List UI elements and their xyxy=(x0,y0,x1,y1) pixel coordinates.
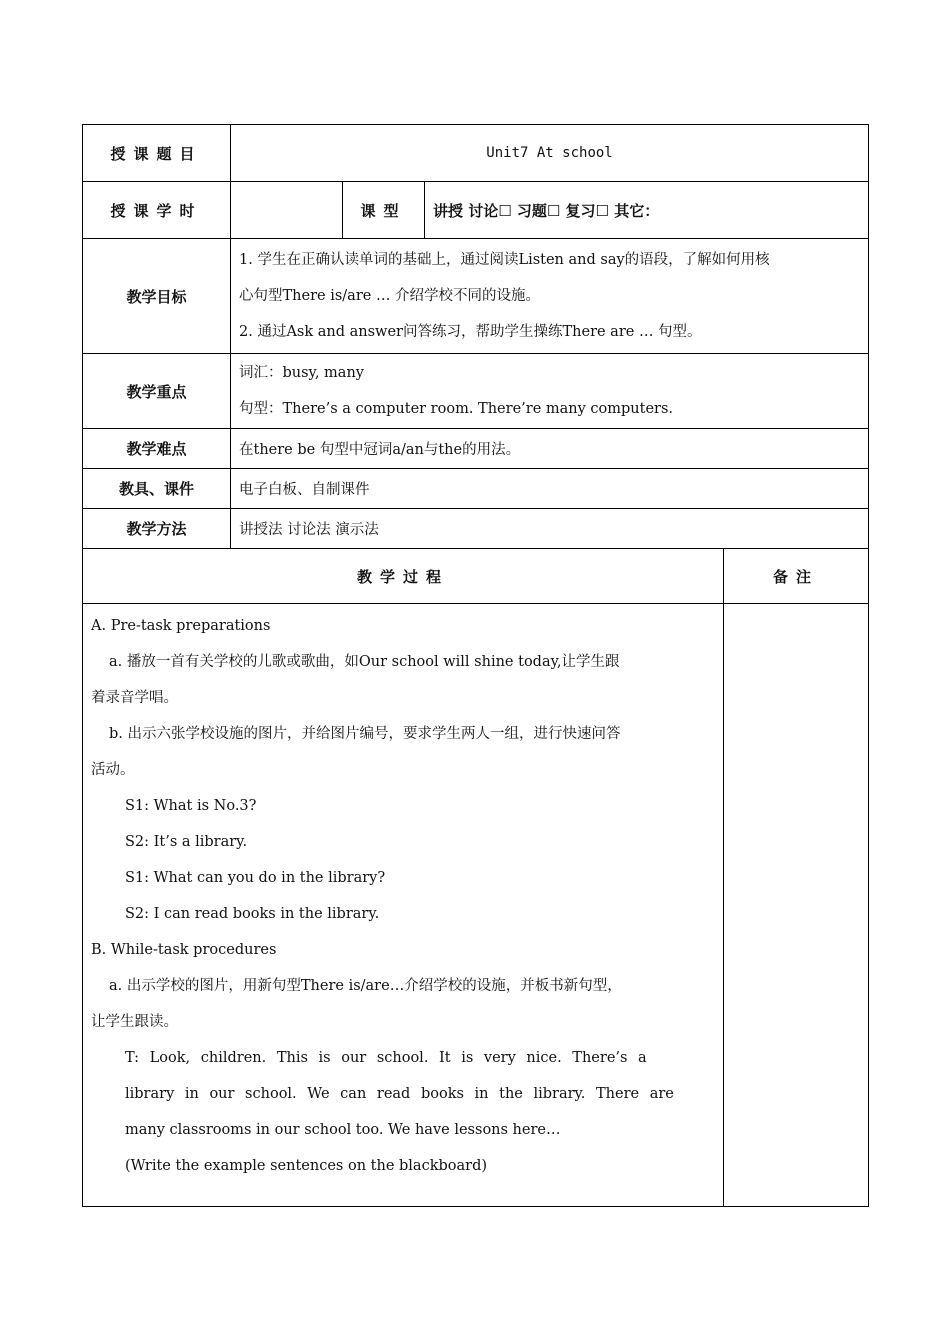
process-line: S2: It’s a library. xyxy=(125,834,248,850)
process-line: S1: What can you do in the library? xyxy=(125,870,386,886)
goal-line-3: 2. 通过Ask and answer问答练习，帮助学生操练There are … 句型。 xyxy=(239,324,702,340)
type-label: 课型 xyxy=(343,182,425,239)
process-line: library in our school. We can read books in the library. There are xyxy=(125,1086,674,1102)
topic-value: Unit7 At school xyxy=(231,125,869,182)
hours-label: 授课学时 xyxy=(83,182,231,239)
process-line: a. 出示学校的图片，用新句型There is/are…介绍学校的设施，并板书新句型， xyxy=(109,978,622,994)
process-line: S2: I can read books in the library. xyxy=(125,906,380,922)
focus-content xyxy=(231,354,869,429)
goal-line-2: 心句型There is/are … 介绍学校不同的设施。 xyxy=(239,288,541,304)
hours-value xyxy=(231,182,343,239)
topic-label: 授课题目 xyxy=(83,125,231,182)
goal-label: 教学目标 xyxy=(83,239,231,354)
method-label: 教学方法 xyxy=(83,509,231,549)
notes-content xyxy=(724,604,869,1207)
difficulty-value: 在there be 句型中冠词a/an与the的用法。 xyxy=(231,429,869,469)
notes-header: 备注 xyxy=(724,549,869,604)
process-line: b. 出示六张学校设施的图片，并给图片编号，要求学生两人一组，进行快速问答 xyxy=(109,726,621,742)
process-line: 让学生跟读。 xyxy=(91,1014,178,1030)
process-content xyxy=(83,604,724,1207)
process-line: T: Look, children. This is our school. It is very nice. There’s a xyxy=(125,1050,647,1066)
process-line: 着录音学唱。 xyxy=(91,690,178,706)
method-value: 讲授法 讨论法 演示法 xyxy=(231,509,869,549)
process-line: A. Pre-task preparations xyxy=(91,618,271,634)
process-line: 活动。 xyxy=(91,762,135,778)
process-line: a. 播放一首有关学校的儿歌或歌曲，如Our school will shine today,让学生跟 xyxy=(109,654,620,670)
process-line: (Write the example sentences on the blackboard) xyxy=(125,1158,488,1174)
process-line: S1: What is No.3? xyxy=(125,798,257,814)
process-header: 教学过程 xyxy=(83,549,724,604)
type-value: 讲授 讨论☐ 习题☐ 复习☐ 其它： xyxy=(425,182,869,239)
goal-line-1: 1. 学生在正确认读单词的基础上，通过阅读Listen and say的语段，了解如何用核 xyxy=(239,252,770,268)
focus-line-1: 词汇：busy, many xyxy=(239,365,364,381)
difficulty-label: 教学难点 xyxy=(83,429,231,469)
tools-label: 教具、课件 xyxy=(83,469,231,509)
goal-content xyxy=(231,239,869,354)
process-line: many classrooms in our school too. We have lessons here… xyxy=(125,1122,561,1138)
teaching-process-table xyxy=(82,548,869,1207)
tools-value: 电子白板、自制课件 xyxy=(231,469,869,509)
lesson-info-table xyxy=(82,124,869,549)
focus-label: 教学重点 xyxy=(83,354,231,429)
focus-line-2: 句型：There’s a computer room. There’re many computers. xyxy=(239,401,674,417)
process-line: B. While-task procedures xyxy=(91,942,277,958)
